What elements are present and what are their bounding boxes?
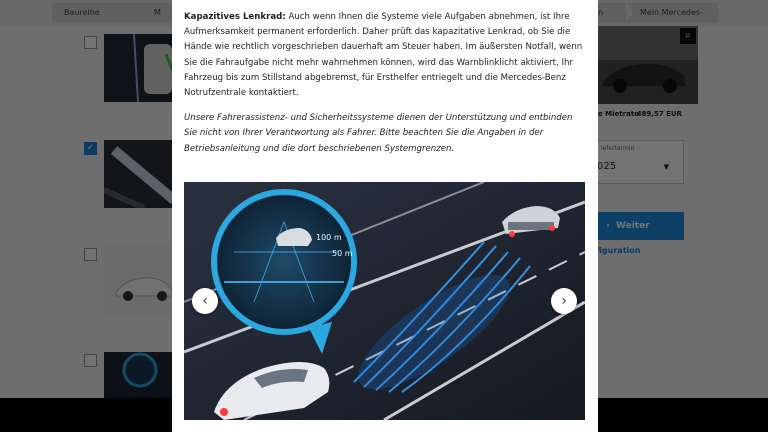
- distance-near-label: 50 m: [332, 249, 353, 258]
- chevron-left-icon: ‹: [202, 293, 208, 309]
- carousel-prev-button[interactable]: [192, 288, 218, 314]
- modal-content: [184, 10, 586, 167]
- info-modal: [172, 0, 598, 432]
- paragraph-body: Auch wenn Ihnen die Systeme viele Aufgaben abnehmen, ist Ihre Aufmerksamkeit permanent erforderlich. Daher prüft das kapazitative Lenkrad, ob Sie die Hände wie rechtlich vorgeschrieben dauerhaft am Steuer haben. Im äußersten Notfall, wenn Sie die Fahraufgabe nicht mehr wahrnehmen können, wird das Warnblinklicht aktiviert, Ihr Fahrzeug bis zum Stillstand abgebremst, für Ersthelfer entriegelt und die Mercedes-Benz Notrufzentrale kontaktiert.: [184, 12, 583, 99]
- distance-far-label: 100 m: [316, 233, 342, 242]
- active-steering-illustration: [184, 182, 585, 420]
- steering-wheel-paragraph: [184, 10, 586, 101]
- feature-image-carousel: [184, 182, 585, 420]
- legal-notice: Unsere Fahrerassistenz- und Sicherheitssysteme dienen der Unterstützung und entbinden Sie nicht von Ihrer Verantwortung als Fahrer. Bitte beachten Sie die Angaben in der Betriebsanleitung und die dort beschriebenen Systemgrenzen.: [184, 113, 573, 154]
- carousel-next-button[interactable]: [551, 288, 577, 314]
- chevron-right-icon: ›: [561, 293, 567, 309]
- paragraph-heading: Kapazitives Lenkrad:: [184, 12, 286, 22]
